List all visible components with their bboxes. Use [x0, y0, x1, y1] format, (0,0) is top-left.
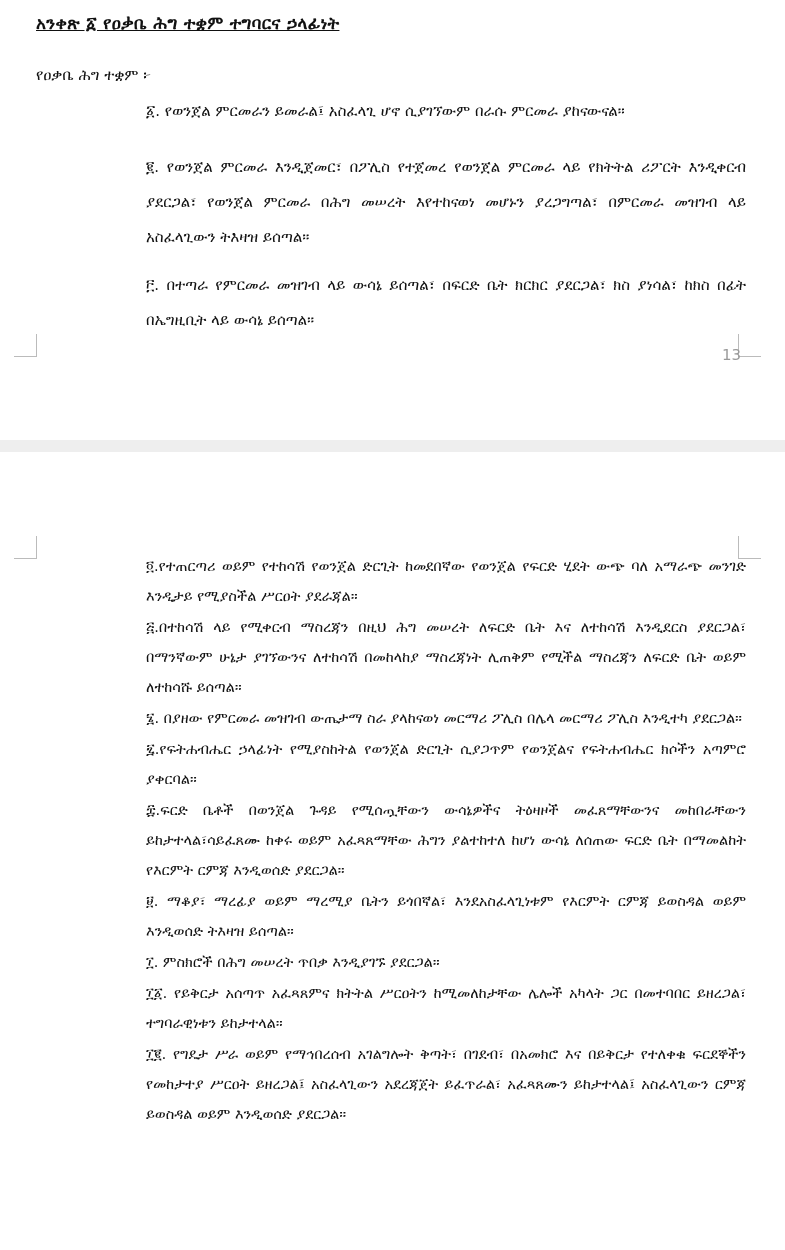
document-page-1	[0, 0, 785, 440]
paragraph-3: ፫. በተጣራ የምርመራ መዝገብ ላይ ውሳኔ ይሰጣል፣ በፍርድ ቤት ክርክር ያደርጋል፣ ክስ ያነሳል፣ ከክስ በፊት በኤግዚቢት ላይ ውሳኔ ይሰጣል።	[146, 276, 746, 329]
list-item: ፲፪. የግዴታ ሥራ ወይም የማኅበረሰብ አገልግሎት ቅጣት፣ በገደብ፣ በአመክሮ እና በይቅርታ የተለቀቁ ፍርደኞችን የመከታተያ ሥርዐት ይዘረጋል፤ አስፈላጊውን አደረጃጀት ይፈጥራል፣ አፈጻጸሙን ይከታተላል፤ አስፈላጊውን ርምጃ ይወስዳል ወይም እንዲወሰድ ያደርጋል።	[146, 1047, 746, 1123]
list-item: ፱. ማቆያ፣ ማረፊያ ወይም ማረሚያ ቤትን ይጎበኛል፣ እንደአስፈላጊነቱም የእርምት ርምጃ ይወስዳል ወይም እንዲወሰድ ትእዛዝ ይሰጣል።	[146, 894, 746, 940]
list-item: ፰.ፍርድ ቤቶች በወንጀል ጉዳይ የሚሰጧቸውን ውሳኔዎችና ትዕዛዞች መፈጸማቸውንና መከበራቸውን ይከታተላል፣ሳይፈጸሙ ከቀሩ ወይም አፈጻጸማቸው ሕግን ያልተከተለ ከሆነ ውሳኔ ለሰጠው ፍርድ ቤት በማመልከት የእርምት ርምጃ እንዲወሰድ ያደርጋል።	[146, 803, 746, 879]
list-item: ፭.በተከሳሽ ላይ የሚቀርብ ማስረጃን በዚህ ሕግ መሠረት ለፍርድ ቤት እና ለተከሳሽ እንዲደርስ ያደርጋል፣ በማንኛውም ሁኔታ ያገኘውንና ለተከሳሽ በመከላከያ ማስረጃነት ሊጠቅም የሚችል ማስረጃን ለፍርድ ቤት ወይም ለተከሳሹ ይሰጣል።	[146, 620, 746, 696]
list-item: ፲፩. የይቅርታ አሰጣጥ አፈጻጸምና ክትትል ሥርዐትን ከሚመለከታቸው ሌሎች አካላት ጋር በመተባበር ይዘረጋል፣ ተግባራዊነቱን ይከታተላል።	[146, 986, 746, 1032]
section-subtitle: የዐቃቤ ሕግ ተቋም ፦	[36, 66, 152, 84]
list-item: ፯.የፍትሐብሔር ኃላፊነት የሚያስከትል የወንጀል ድርጊት ሲያጋጥም የወንጀልና የፍትሐብሔር ክሶችን አጣምሮ ያቀርባል።	[146, 742, 746, 788]
crop-mark-bottom-left	[14, 334, 37, 357]
paragraph-2: ፪. የወንጀል ምርመራ እንዲጀመር፣ በፖሊስ የተጀመረ የወንጀል ምርመራ ላይ የክትትል ሪፖርት እንዲቀርብ ያደርጋል፣ የወንጀል ምርመራ በሕግ መሠረት እየተከናወነ መሆኑን ያረጋግጣል፣ በምርመራ መዝገብ ላይ አስፈላጊውን ትእዛዝ ይሰጣል።	[146, 158, 746, 246]
list-item: ፮. በያዘው የምርመራ መዝገብ ውጤታማ ስራ ያላከናወነ መርማሪ ፖሊስ በሌላ መርማሪ ፖሊስ እንዲተካ ያደርጋል።	[146, 711, 742, 727]
page-separator	[0, 440, 785, 452]
list-item: ፲. ምስክሮች በሕግ መሠረት ጥበቃ እንዲያገኙ ያደርጋል።	[146, 955, 440, 971]
paragraph-1: ፩. የወንጀል ምርመራን ይመራል፤ አስፈላጊ ሆኖ ሲያገኘውም በራሱ ምርመራ ያከናውናል።	[146, 102, 625, 120]
crop-mark-top-left	[14, 536, 37, 559]
article-title: አንቀጽ ፩ የዐቃቤ ሕግ ተቋም ተግባርና ኃላፊነት	[36, 14, 340, 34]
list-item: ፬.የተጠርጣሪ ወይም የተከሳሽ የወንጀል ድርጊት ከመደበኛው የወንጀል የፍርድ ሂደት ውጭ ባለ አማራጭ መንገድ እንዲታይ የሚያስችል ሥርዐት ያደራጃል።	[146, 559, 746, 605]
duties-list	[146, 552, 746, 1131]
page-number: 13	[722, 346, 742, 364]
document-page-2	[0, 452, 785, 1250]
crop-mark-bottom-right	[738, 334, 761, 357]
